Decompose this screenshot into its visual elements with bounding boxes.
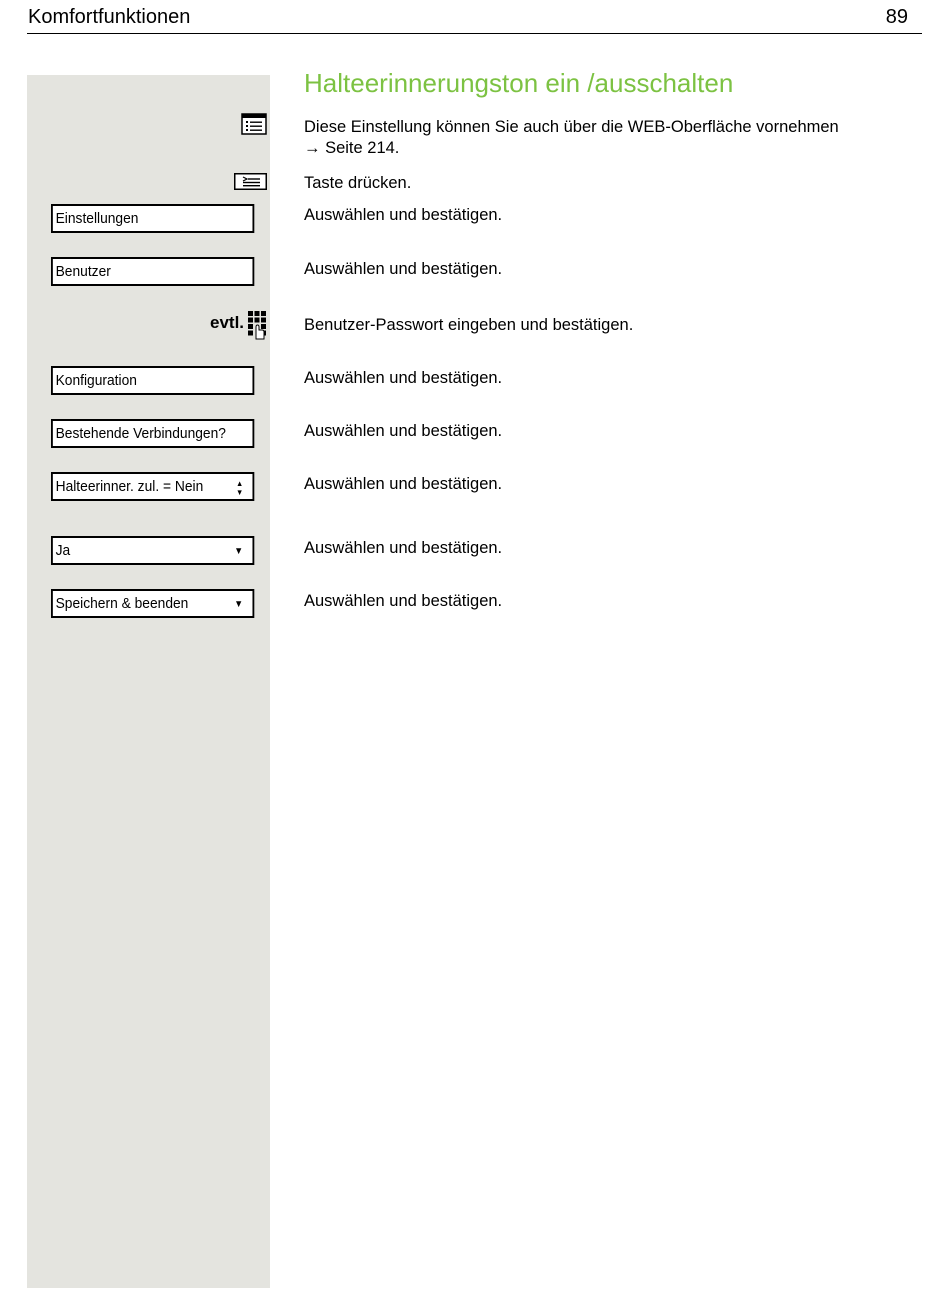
intro-line-1: Diese Einstellung können Sie auch über die WEB-Oberfläche vornehmen xyxy=(304,118,839,136)
step-text: Auswählen und bestätigen. xyxy=(304,475,503,493)
step-text: Auswählen und bestätigen. xyxy=(304,539,503,557)
menu-item-label: Ja xyxy=(55,542,71,559)
menu-item-konfiguration[interactable] xyxy=(51,366,254,395)
step-text: Auswählen und bestätigen. xyxy=(304,260,503,278)
menu-item-label: Konfiguration xyxy=(55,372,137,389)
step-text: Auswählen und bestätigen. xyxy=(304,206,503,224)
menu-item-label: Bestehende Verbindungen? xyxy=(55,425,226,442)
menu-key-icon[interactable] xyxy=(234,173,267,190)
section-title: Halteerinnerungston ein /ausschalten xyxy=(304,68,734,98)
down-arrow-icon: ▼ xyxy=(234,546,244,557)
menu-item-label: Einstellungen xyxy=(55,210,139,227)
menu-item-speichern-beenden[interactable] xyxy=(51,589,254,618)
menu-item-label: Benutzer xyxy=(55,263,111,280)
menu-item-benutzer[interactable] xyxy=(51,257,254,286)
step-text: Auswählen und bestätigen. xyxy=(304,369,503,387)
evtl-label: evtl. xyxy=(210,313,245,332)
step-text: Benutzer-Passwort eingeben und bestätigen. xyxy=(304,316,634,334)
down-arrow-icon: ▼ xyxy=(234,599,244,610)
step-text: Taste drücken. xyxy=(304,174,412,192)
header-title: Komfortfunktionen xyxy=(28,6,191,28)
menu-item-label: Speichern & beenden xyxy=(55,595,189,612)
header-rule xyxy=(27,33,922,34)
menu-item-halteerinnerung[interactable] xyxy=(51,472,254,501)
menu-item-ja[interactable] xyxy=(51,536,254,565)
menu-item-bestehende-verbindungen[interactable] xyxy=(51,419,254,448)
intro-line-2[interactable]: → Seite 214. xyxy=(304,139,400,157)
menu-item-label: Halteerinner. zul. = Nein xyxy=(55,478,204,495)
page-number: 89 xyxy=(885,6,908,28)
step-text: Auswählen und bestätigen. xyxy=(304,422,503,440)
menu-item-einstellungen[interactable] xyxy=(51,204,254,233)
web-interface-icon xyxy=(241,113,267,135)
up-down-arrow-icon: ▲ ▼ xyxy=(235,479,244,497)
keypad-icon[interactable] xyxy=(248,311,269,340)
step-text: Auswählen und bestätigen. xyxy=(304,592,503,610)
